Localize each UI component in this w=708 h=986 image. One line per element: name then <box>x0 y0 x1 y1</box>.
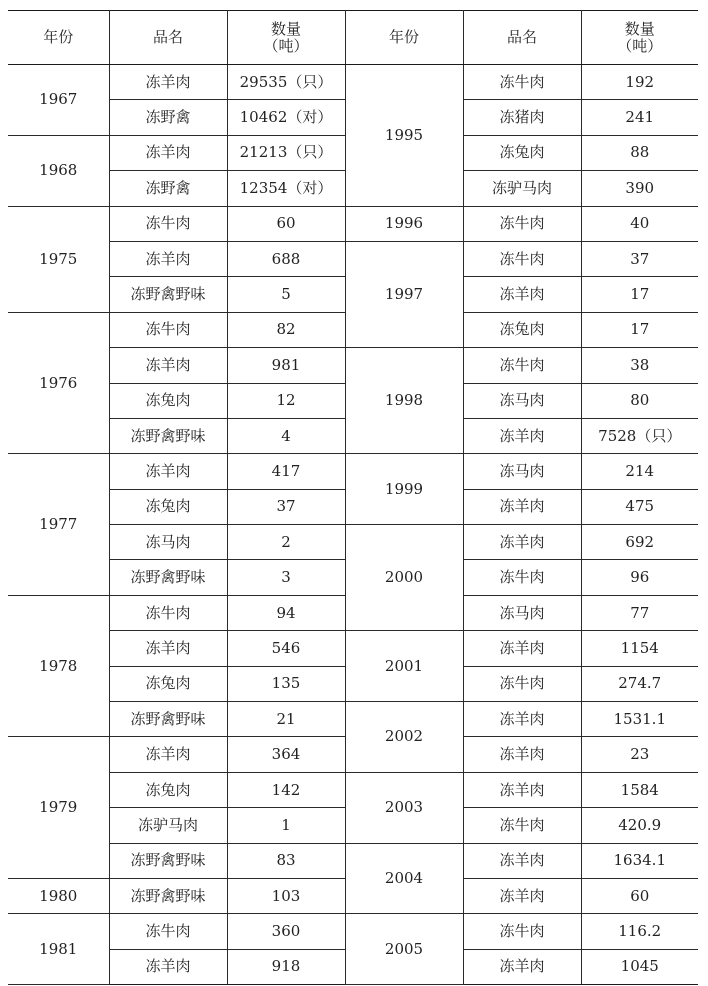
left-qty-cell: 981 <box>227 348 345 383</box>
left-year-cell: 1968 <box>8 135 109 206</box>
right-name-cell: 冻牛肉 <box>463 65 581 100</box>
left-name-cell: 冻牛肉 <box>109 312 227 347</box>
right-qty-cell: 60 <box>581 878 698 913</box>
table-row <box>8 772 698 807</box>
right-qty-cell: 37 <box>581 241 698 276</box>
table-row <box>8 843 698 878</box>
right-year-cell: 1995 <box>345 65 463 207</box>
right-name-cell: 冻牛肉 <box>463 560 581 595</box>
left-name-cell: 冻牛肉 <box>109 595 227 630</box>
right-qty-cell: 390 <box>581 171 698 206</box>
left-qty-cell: 21213（只） <box>227 135 345 170</box>
header-name-right: 品名 <box>463 11 581 65</box>
left-qty-cell: 12354（对） <box>227 171 345 206</box>
left-qty-cell: 12 <box>227 383 345 418</box>
right-qty-cell: 77 <box>581 595 698 630</box>
left-name-cell: 冻牛肉 <box>109 914 227 949</box>
header-qty-right <box>581 11 698 65</box>
right-qty-cell: 1045 <box>581 949 698 984</box>
right-name-cell: 冻牛肉 <box>463 808 581 843</box>
right-year-cell: 2005 <box>345 914 463 985</box>
left-name-cell: 冻野禽野味 <box>109 277 227 312</box>
left-name-cell: 冻羊肉 <box>109 135 227 170</box>
left-name-cell: 冻兔肉 <box>109 772 227 807</box>
right-qty-cell: 692 <box>581 525 698 560</box>
left-qty-cell: 103 <box>227 878 345 913</box>
right-year-cell: 2000 <box>345 525 463 631</box>
right-name-cell: 冻羊肉 <box>463 489 581 524</box>
right-name-cell: 冻兔肉 <box>463 135 581 170</box>
left-qty-cell: 94 <box>227 595 345 630</box>
header-year-left: 年份 <box>8 11 109 65</box>
right-qty-cell: 274.7 <box>581 666 698 701</box>
left-year-cell: 1975 <box>8 206 109 312</box>
left-qty-cell: 60 <box>227 206 345 241</box>
right-qty-cell: 23 <box>581 737 698 772</box>
right-qty-cell: 40 <box>581 206 698 241</box>
right-year-cell: 1998 <box>345 348 463 454</box>
left-year-cell: 1967 <box>8 65 109 136</box>
left-qty-cell: 1 <box>227 808 345 843</box>
right-qty-cell: 17 <box>581 312 698 347</box>
right-qty-cell: 420.9 <box>581 808 698 843</box>
left-name-cell: 冻牛肉 <box>109 206 227 241</box>
right-qty-cell: 17 <box>581 277 698 312</box>
left-name-cell: 冻野禽 <box>109 100 227 135</box>
left-name-cell: 冻野禽野味 <box>109 560 227 595</box>
left-qty-cell: 142 <box>227 772 345 807</box>
left-qty-cell: 546 <box>227 631 345 666</box>
right-year-cell: 2001 <box>345 631 463 702</box>
right-name-cell: 冻牛肉 <box>463 914 581 949</box>
left-name-cell: 冻野禽野味 <box>109 843 227 878</box>
right-name-cell: 冻马肉 <box>463 595 581 630</box>
table-body <box>8 65 698 985</box>
left-year-cell: 1976 <box>8 312 109 454</box>
right-name-cell: 冻猪肉 <box>463 100 581 135</box>
header-qty-unit: （吨） <box>263 36 309 55</box>
right-name-cell: 冻马肉 <box>463 454 581 489</box>
left-name-cell: 冻马肉 <box>109 525 227 560</box>
left-name-cell: 冻兔肉 <box>109 383 227 418</box>
right-name-cell: 冻牛肉 <box>463 241 581 276</box>
left-name-cell: 冻羊肉 <box>109 454 227 489</box>
right-name-cell: 冻羊肉 <box>463 878 581 913</box>
left-qty-cell: 5 <box>227 277 345 312</box>
table-row <box>8 454 698 489</box>
table-row <box>8 702 698 737</box>
table-row <box>8 914 698 949</box>
header-qty-unit: （吨） <box>617 36 663 55</box>
right-qty-cell: 192 <box>581 65 698 100</box>
header-row <box>8 11 698 65</box>
right-year-cell: 2004 <box>345 843 463 914</box>
left-qty-cell: 688 <box>227 241 345 276</box>
left-qty-cell: 2 <box>227 525 345 560</box>
left-qty-cell: 3 <box>227 560 345 595</box>
left-qty-cell: 83 <box>227 843 345 878</box>
right-qty-cell: 1154 <box>581 631 698 666</box>
left-year-cell: 1980 <box>8 878 109 913</box>
left-qty-cell: 37 <box>227 489 345 524</box>
right-year-cell: 1996 <box>345 206 463 241</box>
left-name-cell: 冻驴马肉 <box>109 808 227 843</box>
header-name-left: 品名 <box>109 11 227 65</box>
right-qty-cell: 214 <box>581 454 698 489</box>
right-name-cell: 冻驴马肉 <box>463 171 581 206</box>
table-row <box>8 241 698 276</box>
header-year-right: 年份 <box>345 11 463 65</box>
right-name-cell: 冻羊肉 <box>463 949 581 984</box>
right-name-cell: 冻羊肉 <box>463 631 581 666</box>
right-name-cell: 冻羊肉 <box>463 737 581 772</box>
left-name-cell: 冻野禽野味 <box>109 702 227 737</box>
header-qty-label: 数量 <box>624 19 655 38</box>
right-qty-cell: 96 <box>581 560 698 595</box>
right-qty-cell: 80 <box>581 383 698 418</box>
left-year-cell: 1978 <box>8 595 109 737</box>
right-qty-cell: 1584 <box>581 772 698 807</box>
left-year-cell: 1981 <box>8 914 109 985</box>
left-year-cell: 1977 <box>8 454 109 596</box>
left-name-cell: 冻羊肉 <box>109 348 227 383</box>
left-qty-cell: 21 <box>227 702 345 737</box>
left-name-cell: 冻野禽 <box>109 171 227 206</box>
right-name-cell: 冻羊肉 <box>463 525 581 560</box>
right-qty-cell: 38 <box>581 348 698 383</box>
left-qty-cell: 29535（只） <box>227 65 345 100</box>
table-row <box>8 631 698 666</box>
left-name-cell: 冻兔肉 <box>109 666 227 701</box>
left-qty-cell: 4 <box>227 418 345 453</box>
right-name-cell: 冻羊肉 <box>463 772 581 807</box>
right-name-cell: 冻马肉 <box>463 383 581 418</box>
right-year-cell: 2002 <box>345 702 463 773</box>
header-qty-left <box>227 11 345 65</box>
right-qty-cell: 475 <box>581 489 698 524</box>
table-row <box>8 206 698 241</box>
right-qty-cell: 88 <box>581 135 698 170</box>
left-qty-cell: 360 <box>227 914 345 949</box>
left-name-cell: 冻野禽野味 <box>109 418 227 453</box>
left-name-cell: 冻羊肉 <box>109 737 227 772</box>
left-qty-cell: 10462（对） <box>227 100 345 135</box>
right-qty-cell: 116.2 <box>581 914 698 949</box>
right-year-cell: 1999 <box>345 454 463 525</box>
right-year-cell: 1997 <box>345 241 463 347</box>
right-name-cell: 冻牛肉 <box>463 666 581 701</box>
right-qty-cell: 7528（只） <box>581 418 698 453</box>
import-table <box>8 10 698 985</box>
table-row <box>8 525 698 560</box>
right-name-cell: 冻牛肉 <box>463 348 581 383</box>
right-year-cell: 2003 <box>345 772 463 843</box>
left-name-cell: 冻兔肉 <box>109 489 227 524</box>
left-qty-cell: 82 <box>227 312 345 347</box>
left-name-cell: 冻羊肉 <box>109 949 227 984</box>
left-name-cell: 冻羊肉 <box>109 241 227 276</box>
left-qty-cell: 918 <box>227 949 345 984</box>
right-name-cell: 冻羊肉 <box>463 843 581 878</box>
right-name-cell: 冻羊肉 <box>463 277 581 312</box>
right-name-cell: 冻牛肉 <box>463 206 581 241</box>
right-name-cell: 冻羊肉 <box>463 702 581 737</box>
left-name-cell: 冻野禽野味 <box>109 878 227 913</box>
table-row <box>8 348 698 383</box>
right-qty-cell: 1531.1 <box>581 702 698 737</box>
left-name-cell: 冻羊肉 <box>109 631 227 666</box>
left-year-cell: 1979 <box>8 737 109 879</box>
left-qty-cell: 364 <box>227 737 345 772</box>
right-qty-cell: 1634.1 <box>581 843 698 878</box>
left-qty-cell: 417 <box>227 454 345 489</box>
left-name-cell: 冻羊肉 <box>109 65 227 100</box>
left-qty-cell: 135 <box>227 666 345 701</box>
header-qty-label: 数量 <box>270 19 301 38</box>
table-row <box>8 65 698 100</box>
right-name-cell: 冻羊肉 <box>463 418 581 453</box>
right-qty-cell: 241 <box>581 100 698 135</box>
right-name-cell: 冻兔肉 <box>463 312 581 347</box>
